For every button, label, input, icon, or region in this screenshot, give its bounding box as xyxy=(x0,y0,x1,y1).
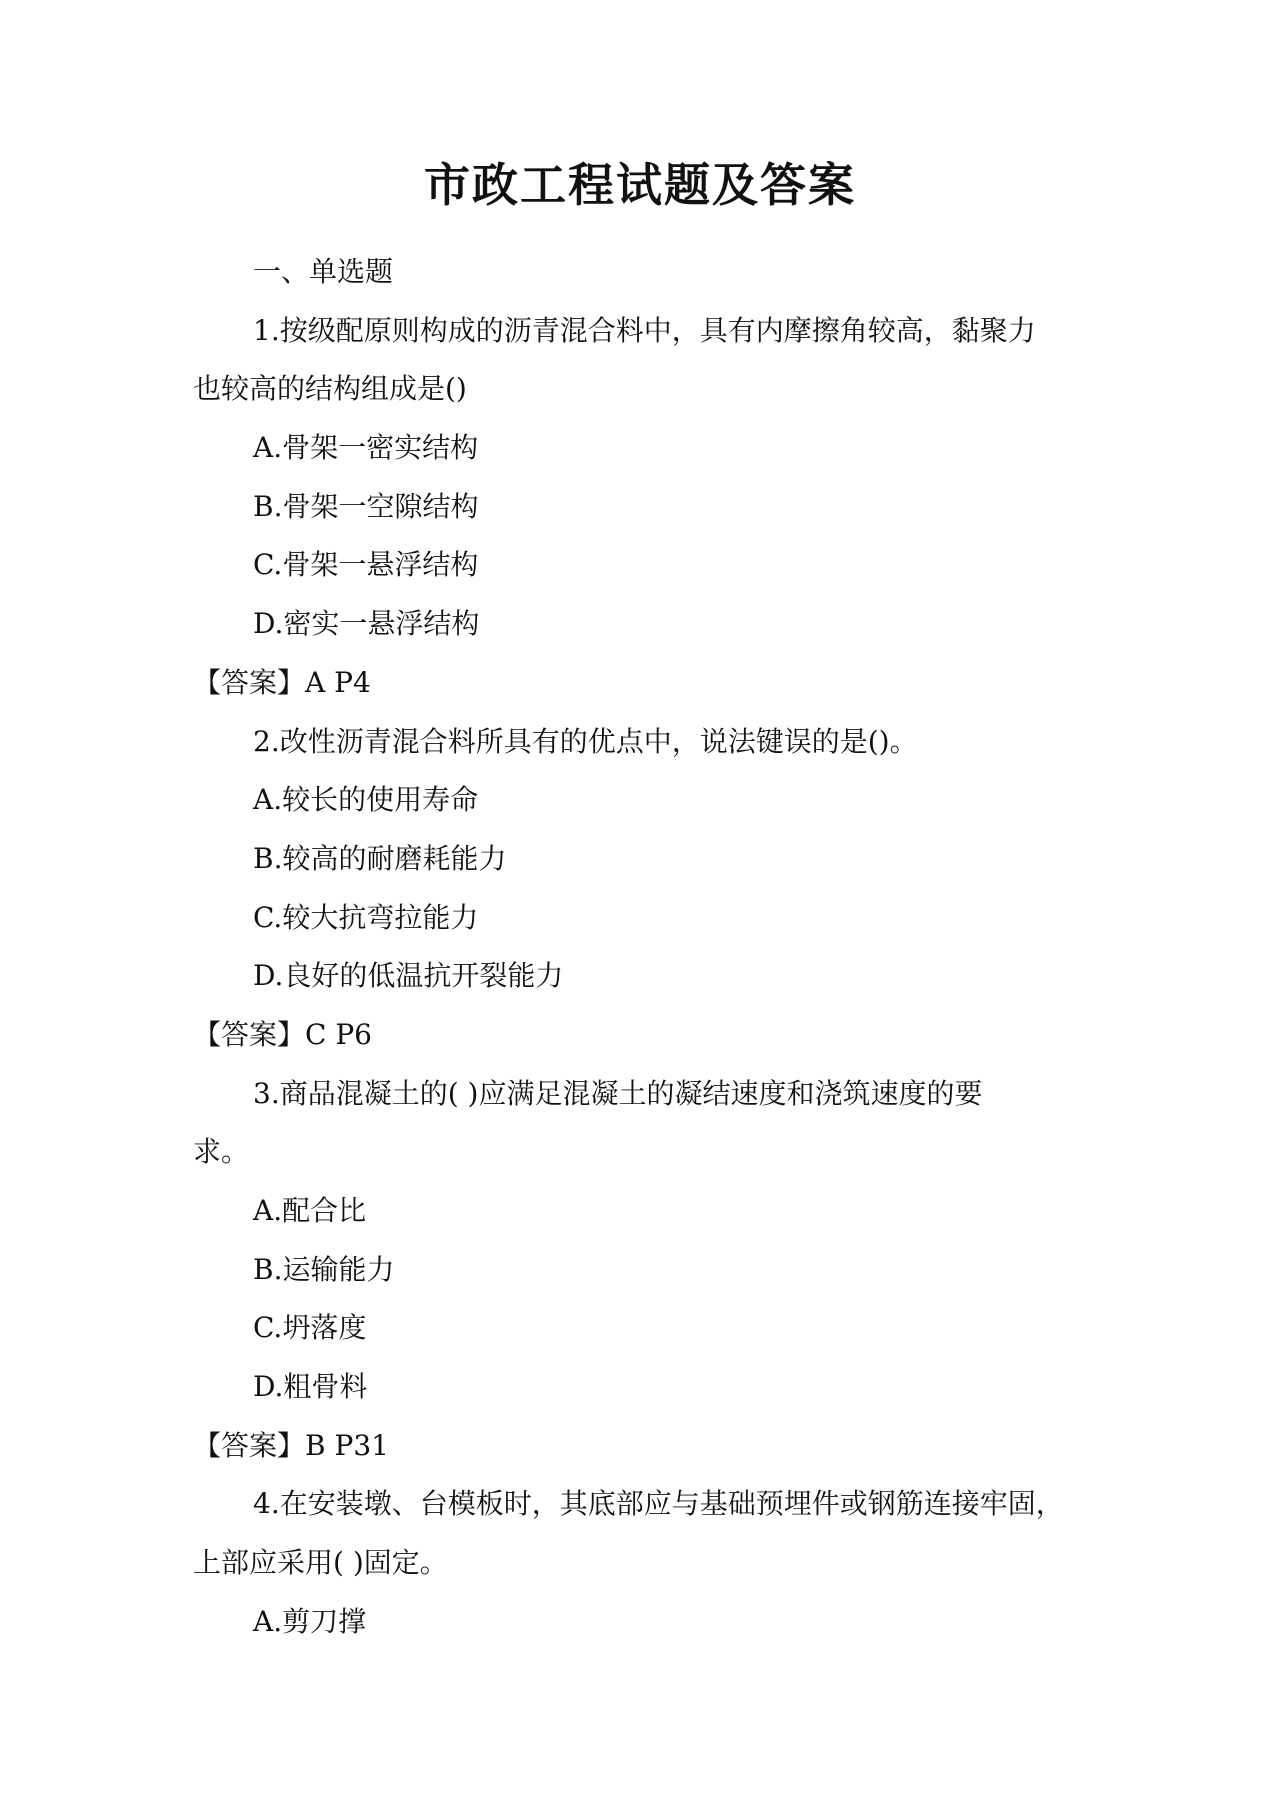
question-1-option-c: C.骨架一悬浮结构 xyxy=(253,548,479,582)
question-1-option-d: D.密实一悬浮结构 xyxy=(253,607,480,641)
document-body xyxy=(193,243,1093,1652)
question-2-option-b: B.较高的耐磨耗能力 xyxy=(253,841,507,875)
question-1-option-a: A.骨架一密实结构 xyxy=(253,431,479,465)
question-2-option-d: D.良好的低温抗开裂能力 xyxy=(253,959,564,993)
question-2-option-c: C.较大抗弯拉能力 xyxy=(253,900,479,934)
question-2-option-a: A.较长的使用寿命 xyxy=(253,783,479,817)
question-3-option-b: B.运输能力 xyxy=(253,1252,395,1286)
question-4-option-a: A.剪刀撑 xyxy=(253,1604,367,1638)
question-3-option-a: A.配合比 xyxy=(253,1194,367,1227)
question-3-stem-line1: 3.商品混凝土的( )应满足混凝土的凝结速度和浇筑速度的要 xyxy=(253,1076,983,1110)
question-1-stem-line1: 1.按级配原则构成的沥青混合料中，具有内摩擦角较高，黏聚力 xyxy=(253,313,1036,347)
question-3-option-d: D.粗骨料 xyxy=(253,1370,368,1404)
document-title: 市政工程试题及答案 xyxy=(424,158,856,212)
question-1-option-b: B.骨架一空隙结构 xyxy=(253,489,479,523)
section-heading: 一、单选题 xyxy=(253,255,394,288)
question-3-stem-line2: 求。 xyxy=(193,1135,250,1169)
question-2-answer: 【答案】C P6 xyxy=(193,1017,372,1051)
question-3-option-c: C.坍落度 xyxy=(253,1311,367,1345)
question-3-answer: 【答案】B P31 xyxy=(193,1428,389,1462)
question-4-stem-line2: 上部应采用( )固定。 xyxy=(193,1546,448,1580)
question-4-stem-line1: 4.在安装墩、台模板时，其底部应与基础预埋件或钢筋连接牢固， xyxy=(253,1487,1064,1521)
question-1-answer: 【答案】A P4 xyxy=(193,665,371,699)
question-2-stem-line1: 2.改性沥青混合料所具有的优点中，说法键误的是()。 xyxy=(253,724,918,758)
question-1-stem-line2: 也较高的结构组成是() xyxy=(193,372,467,406)
